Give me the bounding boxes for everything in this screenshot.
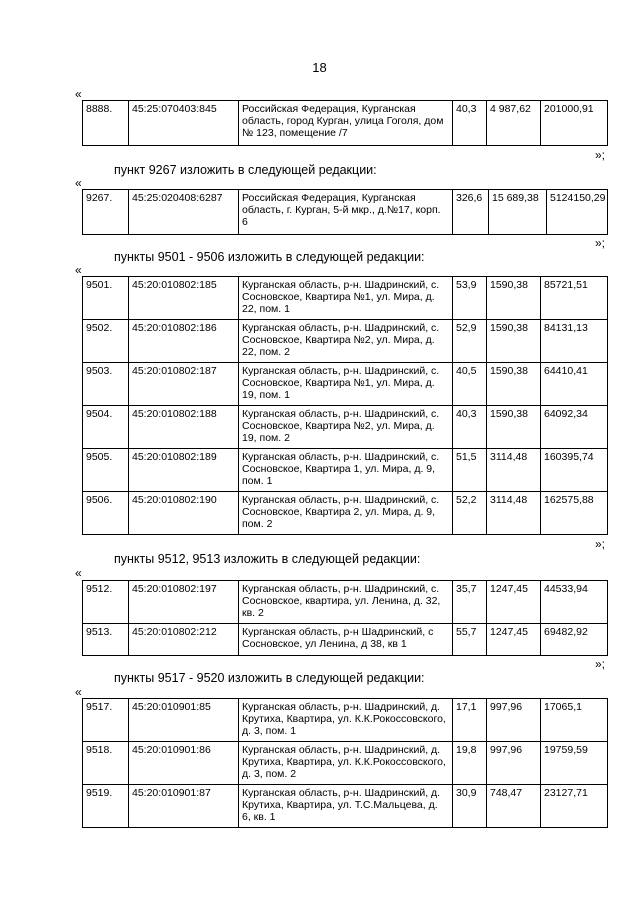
cadastral-number: 45:20:010802:212 xyxy=(129,624,239,656)
total-value: 84131,13 xyxy=(541,320,608,363)
area: 40,3 xyxy=(453,406,487,449)
table-row xyxy=(83,190,608,235)
table-row xyxy=(83,277,608,320)
row-number: 9267. xyxy=(83,190,129,235)
area: 55,7 xyxy=(453,624,487,656)
cadastral-number: 45:20:010901:85 xyxy=(129,699,239,742)
row-number: 9505. xyxy=(83,449,129,492)
area: 52,9 xyxy=(453,320,487,363)
open-quote: « xyxy=(75,87,82,101)
row-number: 9506. xyxy=(83,492,129,535)
section-table-9501-9506 xyxy=(82,276,608,535)
unit-value: 3114,48 xyxy=(487,492,541,535)
row-number: 9512. xyxy=(83,581,129,624)
area: 53,9 xyxy=(453,277,487,320)
instruction-text: пункты 9517 - 9520 изложить в следующей редакции: xyxy=(114,671,425,685)
row-number: 9501. xyxy=(83,277,129,320)
table-row xyxy=(83,363,608,406)
cadastral-number: 45:20:010901:87 xyxy=(129,785,239,828)
unit-value: 1247,45 xyxy=(487,624,541,656)
unit-value: 1590,38 xyxy=(487,277,541,320)
unit-value: 748,47 xyxy=(487,785,541,828)
area: 35,7 xyxy=(453,581,487,624)
unit-value: 1247,45 xyxy=(487,581,541,624)
cadastral-number: 45:20:010802:187 xyxy=(129,363,239,406)
open-quote: « xyxy=(75,176,82,190)
total-value: 69482,92 xyxy=(541,624,608,656)
address: Курганская область, р-н. Шадринский, с. Сосновское, Квартира 1, ул. Мира, д. 9, пом. 1 xyxy=(239,449,453,492)
address: Российская Федерация, Курганская область, город Курган, улица Гоголя, дом № 123, помещение /7 xyxy=(239,101,453,146)
area: 40,3 xyxy=(453,101,487,146)
address: Курганская область, р-н. Шадринский, с. Сосновское, Квартира №2, ул. Мира, д. 19, пом. 2 xyxy=(239,406,453,449)
total-value: 85721,51 xyxy=(541,277,608,320)
open-quote: « xyxy=(75,685,82,699)
row-number: 9503. xyxy=(83,363,129,406)
cadastral-number: 45:20:010802:197 xyxy=(129,581,239,624)
cadastral-number: 45:20:010802:185 xyxy=(129,277,239,320)
address: Российская Федерация, Курганская область, г. Курган, 5-й мкр., д.№17, корп. 6 xyxy=(239,190,453,235)
unit-value: 4 987,62 xyxy=(487,101,541,146)
page-number: 18 xyxy=(312,60,327,75)
table-row xyxy=(83,406,608,449)
area: 52,2 xyxy=(453,492,487,535)
address: Курганская область, р-н. Шадринский, д. Крутиха, Квартира, ул. Т.С.Мальцева, д. 6, кв. 1 xyxy=(239,785,453,828)
area: 326,6 xyxy=(453,190,489,235)
address: Курганская область, р-н. Шадринский, д. Крутиха, Квартира, ул. К.К.Рокоссовского, д. 3, пом. 2 xyxy=(239,742,453,785)
open-quote: « xyxy=(75,263,82,277)
area: 40,5 xyxy=(453,363,487,406)
total-value: 160395,74 xyxy=(541,449,608,492)
table-row xyxy=(83,449,608,492)
close-quote: »; xyxy=(595,657,606,671)
cadastral-number: 45:20:010802:188 xyxy=(129,406,239,449)
area: 51,5 xyxy=(453,449,487,492)
row-number: 9519. xyxy=(83,785,129,828)
total-value: 23127,71 xyxy=(541,785,608,828)
address: Курганская область, р-н. Шадринский, с. Сосновское, Квартира №1, ул. Мира, д. 22, пом. 1 xyxy=(239,277,453,320)
unit-value: 1590,38 xyxy=(487,406,541,449)
section-table-8888 xyxy=(82,100,608,146)
area: 19,8 xyxy=(453,742,487,785)
cadastral-number: 45:20:010802:186 xyxy=(129,320,239,363)
address: Курганская область, р-н. Шадринский, с. Сосновское, квартира, ул. Ленина, д. 32, кв. 2 xyxy=(239,581,453,624)
total-value: 201000,91 xyxy=(541,101,608,146)
address: Курганская область, р-н. Шадринский, с. Сосновское, Квартира №2, ул. Мира, д. 22, пом. 2 xyxy=(239,320,453,363)
area: 30,9 xyxy=(453,785,487,828)
total-value: 64410,41 xyxy=(541,363,608,406)
total-value: 17065,1 xyxy=(541,699,608,742)
table-row xyxy=(83,101,608,146)
table-row xyxy=(83,581,608,624)
address: Курганская область, р-н. Шадринский, с. Сосновское, Квартира №1, ул. Мира, д. 19, пом. 1 xyxy=(239,363,453,406)
close-quote: »; xyxy=(595,236,606,250)
row-number: 8888. xyxy=(83,101,129,146)
section-table-9267 xyxy=(82,189,608,235)
table-row xyxy=(83,785,608,828)
total-value: 162575,88 xyxy=(541,492,608,535)
total-value: 5124150,29 xyxy=(547,190,608,235)
unit-value: 997,96 xyxy=(487,742,541,785)
cadastral-number: 45:25:020408:6287 xyxy=(129,190,239,235)
cadastral-number: 45:20:010901:86 xyxy=(129,742,239,785)
cadastral-number: 45:25:070403:845 xyxy=(129,101,239,146)
cadastral-number: 45:20:010802:189 xyxy=(129,449,239,492)
unit-value: 3114,48 xyxy=(487,449,541,492)
open-quote: « xyxy=(75,566,82,580)
address: Курганская область, р-н. Шадринский, с. Сосновское, Квартира 2, ул. Мира, д. 9, пом. 2 xyxy=(239,492,453,535)
row-number: 9517. xyxy=(83,699,129,742)
section-table-9512-9513 xyxy=(82,580,608,656)
cadastral-number: 45:20:010802:190 xyxy=(129,492,239,535)
address: Курганская область, р-н. Шадринский, д. Крутиха, Квартира, ул. К.К.Рокоссовского, д. 3, пом. 1 xyxy=(239,699,453,742)
area: 17,1 xyxy=(453,699,487,742)
close-quote: »; xyxy=(595,148,606,162)
table-row xyxy=(83,742,608,785)
row-number: 9518. xyxy=(83,742,129,785)
total-value: 64092,34 xyxy=(541,406,608,449)
unit-value: 997,96 xyxy=(487,699,541,742)
unit-value: 1590,38 xyxy=(487,320,541,363)
close-quote: »; xyxy=(595,537,606,551)
table-row xyxy=(83,699,608,742)
instruction-text: пункт 9267 изложить в следующей редакции: xyxy=(114,163,377,177)
row-number: 9504. xyxy=(83,406,129,449)
total-value: 19759,59 xyxy=(541,742,608,785)
instruction-text: пункты 9501 - 9506 изложить в следующей редакции: xyxy=(114,250,425,264)
unit-value: 1590,38 xyxy=(487,363,541,406)
row-number: 9502. xyxy=(83,320,129,363)
address: Курганская область, р-н Шадринский, с Сосновское, ул Ленина, д 38, кв 1 xyxy=(239,624,453,656)
table-row xyxy=(83,320,608,363)
instruction-text: пункты 9512, 9513 изложить в следующей редакции: xyxy=(114,552,421,566)
unit-value: 15 689,38 xyxy=(489,190,547,235)
section-table-9517-9520 xyxy=(82,698,608,828)
total-value: 44533,94 xyxy=(541,581,608,624)
table-row xyxy=(83,492,608,535)
row-number: 9513. xyxy=(83,624,129,656)
table-row xyxy=(83,624,608,656)
